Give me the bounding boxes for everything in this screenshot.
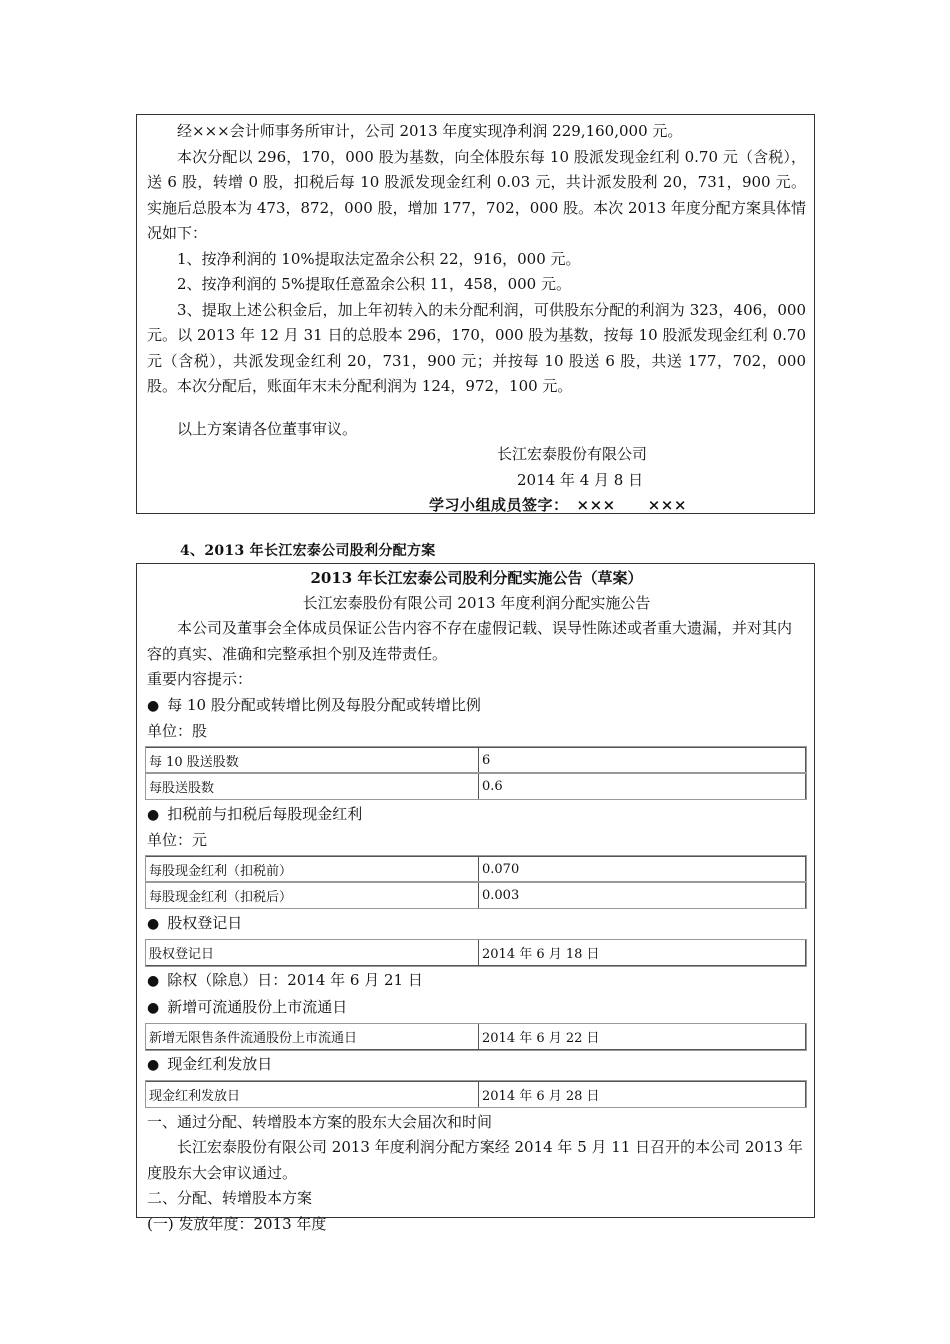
table-cell-key: 现金红利发放日 — [146, 1081, 479, 1107]
company-name: 长江宏泰股份有限公司 — [497, 445, 648, 463]
statement: 本公司及董事会全体成员保证公告内容不存在虚假记载、误导性陈述或者重大遗漏，并对其内容的真实、准确和完整承担个别及连带责任。 — [147, 619, 793, 663]
audit-paragraph: 经×××会计师事务所审计，公司 2013 年度实现净利润 229,160,000 元。 — [177, 122, 683, 140]
table-row — [146, 1024, 806, 1050]
table-cell-key: 每股现金红利（扣税后） — [146, 882, 479, 908]
item-2: 2、按净利润的 5%提取任意盈余公积 11，458，000 元。 — [177, 275, 571, 293]
table-cell-key: 每股送股数 — [146, 773, 479, 799]
cash-dividend-table — [145, 856, 806, 909]
bullet-record-date: ● 股权登记日 — [147, 911, 806, 938]
listing-date-table — [145, 1023, 806, 1050]
table-row — [146, 856, 806, 882]
heading-2: 二、分配、转增股本方案 — [147, 1189, 313, 1207]
table-cell-value: 2014 年 6 月 22 日 — [479, 1024, 806, 1050]
table-cell-key: 新增无限售条件流通股份上市流通日 — [146, 1024, 479, 1050]
signature-line — [147, 493, 806, 519]
record-date-table — [145, 939, 806, 966]
table-row — [146, 747, 806, 773]
resolution-date: 2014 年 4 月 8 日 — [517, 470, 644, 489]
bullet-ex-dividend-date: ● 除权（除息）日：2014 年 6 月 21 日 — [147, 968, 806, 995]
item-1: 1、按净利润的 10%提取法定盈余公积 22，916，000 元。 — [177, 249, 581, 268]
table-cell-value: 0.003 — [479, 882, 806, 908]
table-cell-value: 6 — [479, 747, 806, 773]
table-row — [146, 882, 806, 908]
table-cell-key: 每股现金红利（扣税前） — [146, 856, 479, 882]
dividend-resolution-box — [136, 114, 815, 514]
table-cell-key: 股权登记日 — [146, 940, 479, 966]
unit-yuan: 单位：元 — [147, 831, 208, 849]
bullet-cash-dividend: ● 扣税前与扣税后每股现金红利 — [147, 802, 806, 829]
heading-1-text: 长江宏泰股份有限公司 2013 年度利润分配方案经 2014 年 5 月 11 日召开的本公司 2013 年度股东大会审议通过。 — [147, 1138, 803, 1182]
notice-subtitle: 长江宏泰股份有限公司 2013 年度利润分配实施公告 — [302, 594, 651, 612]
key-content-label: 重要内容提示： — [147, 670, 253, 688]
implementation-notice-box — [136, 563, 815, 1233]
table-row — [146, 1081, 806, 1107]
signature-label: 学习小组成员签字： — [429, 496, 569, 514]
table-cell-value: 0.6 — [479, 773, 806, 799]
bullet-payment-date: ● 现金红利发放日 — [147, 1052, 806, 1079]
table-cell-key: 每 10 股送股数 — [146, 747, 479, 773]
table-cell-value: 2014 年 6 月 28 日 — [479, 1081, 806, 1107]
signature-name-2: ××× — [647, 496, 687, 514]
spacer — [147, 400, 806, 417]
notice-title: 2013 年长江宏泰公司股利分配实施公告（草案） — [310, 569, 643, 587]
share-ratio-table — [145, 747, 806, 800]
item-3: 3、提取上述公积金后，加上年初转入的未分配利润，可供股东分配的利润为 323，406，000 元。以 2013 年 12 月 31 日的总股本 296，170，000 股为基数，按每 10 股派发现金红利 0.70 元（含税），共派发现金红利 20，731，900 元；并按每 10 股送 6 股，共送 177，702，000 股。本次分配后，账面年末未分配利润为 124，972，100 元。 — [147, 300, 806, 395]
table-row — [146, 940, 806, 966]
heading-2-item: (一) 发放年度：2013 年度 — [147, 1214, 327, 1233]
unit-shares: 单位：股 — [147, 722, 208, 740]
bullet-share-ratio: ● 每 10 股分配或转增比例及每股分配或转增比例 — [147, 693, 806, 720]
table-cell-value: 0.070 — [479, 856, 806, 882]
signature-name-1: ××× — [576, 496, 616, 514]
table-cell-value: 2014 年 6 月 18 日 — [479, 940, 806, 966]
section-4-title: 4、2013 年长江宏泰公司股利分配方案 — [180, 543, 436, 559]
distribution-paragraph: 本次分配以 296，170，000 股为基数，向全体股东每 10 股派发现金红利 0.70 元（含税），送 6 股，转增 0 股，扣税后每 10 股派发现金红利 0.03 元，共计派发股利 20，731，900 元。实施后总股本为 473，872，000 股，增加 177，702，000 股。本次 2013 年度分配方案具体情况如下： — [147, 147, 806, 242]
bullet-listing-date: ● 新增可流通股份上市流通日 — [147, 995, 806, 1022]
table-row — [146, 773, 806, 799]
payment-date-table — [145, 1081, 806, 1108]
closing-line: 以上方案请各位董事审议。 — [177, 419, 358, 438]
heading-1: 一、通过分配、转增股本方案的股东大会届次和时间 — [147, 1112, 493, 1131]
